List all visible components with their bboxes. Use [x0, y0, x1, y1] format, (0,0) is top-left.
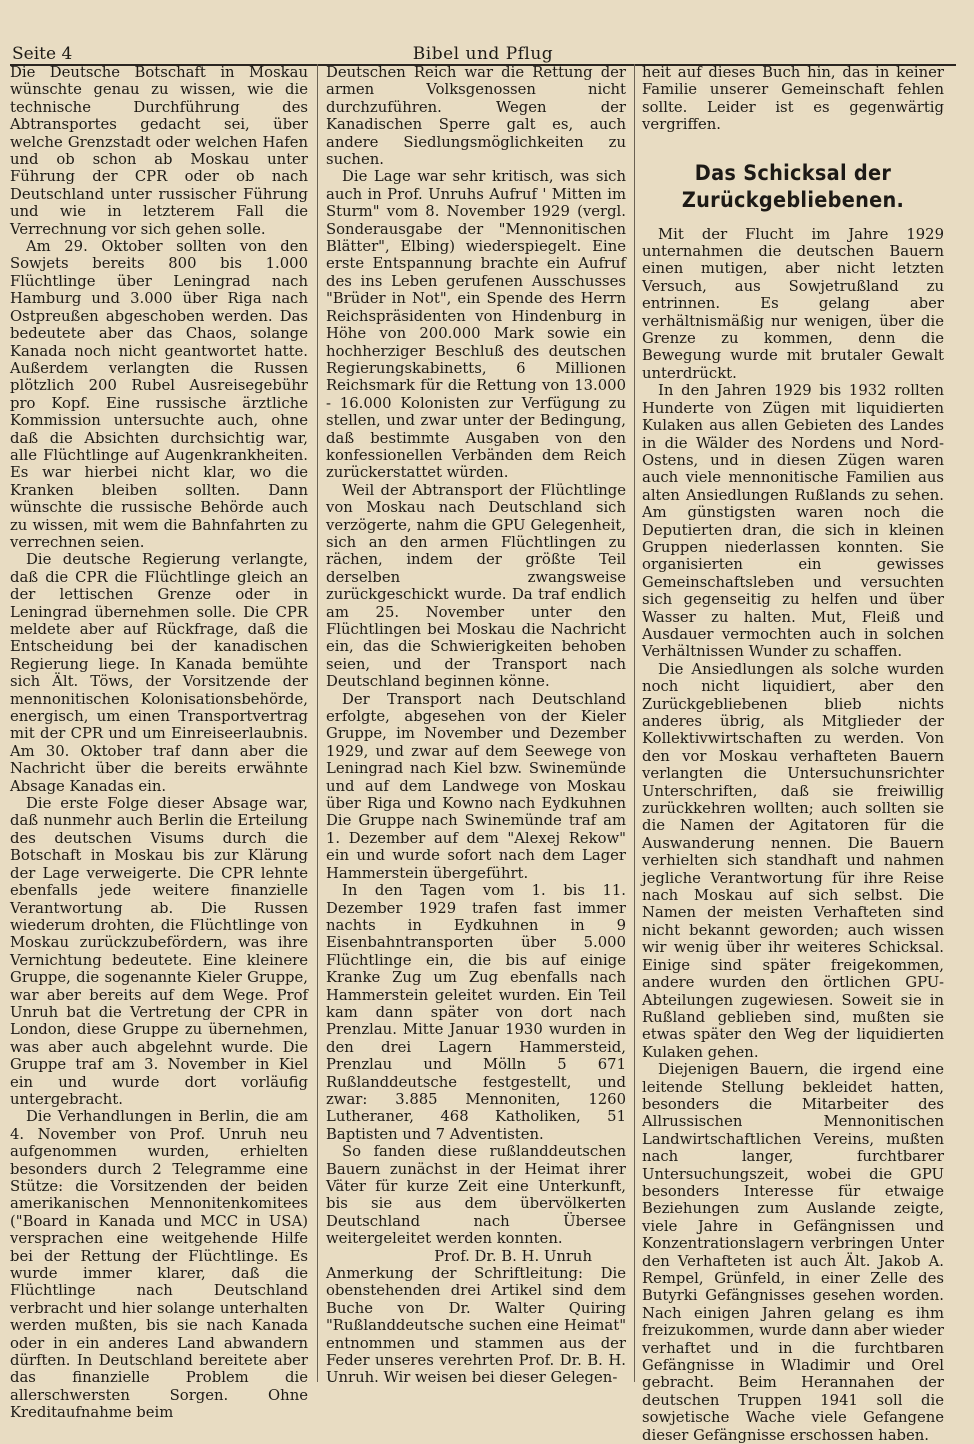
paragraph: Die Deutsche Botschaft in Moskau wünschte genau zu wissen, wie die technische Durchführung des Abtransportes gedacht sei, über welche Grenzstadt oder welchen Hafen und ob schon ab Moskau unter Führung der CPR oder ob nach Deutschland unter russischer Führung und wie in letzterem Fall die Verrechnung vor sich gehen solle. [10, 64, 308, 238]
paragraph: So fanden diese rußlanddeutschen Bauern zunächst in der Heimat ihrer Väter für kurze Zeit eine Unterkunft, bis sie aus dem übervölkerten Deutschland nach Übersee weitergeleitet werden konnten. [326, 1143, 626, 1248]
paragraph: Die deutsche Regierung verlangte, daß die CPR die Flüchtlinge gleich an der lettischen Grenze oder in Leningrad übernehmen solle. Die CPR meldete aber auf Rückfrage, daß die Entscheidung bei der kanadischen Regierung liege. In Kanada bemühte sich Ält. Töws, der Vorsitzende der mennonitischen Kolonisationsbehörde, energisch, um einen Transportvertrag mit der CPR und um Einreiseerlaubnis. Am 30. Oktober traf dann aber die Nachricht über die bereits erwähnte Absage Kanadas ein. [10, 551, 308, 795]
text-columns [10, 64, 956, 1444]
paragraph: Diejenigen Bauern, die irgend eine leitende Stellung bekleidet hatten, besonders die Mitarbeiter des Allrussischen Mennonitischen Landwirtschaftlichen Vereins, mußten nach langer, furchtbarer Untersuchungszeit, wobei die GPU besonders Interesse für etwaige Beziehungen zum Auslande zeigte, viele Jahre in Gefängnissen und Konzentrationslagern verbringen Unter den Verhafteten ist auch Ält. Jakob A. Rempel, Grünfeld, in einer Zelle des Butyrki Gefängnisses gesehen worden. Nach einigen Jahren gelang es ihm freizukommen, wurde dann aber wieder verhaftet und in die furchtbaren Gefängnisse in Wladimir und Orel gebracht. Beim Herannahen der deutschen Truppen 1941 soll die sowjetische Wache viele Gefangene dieser Gefängnisse erschossen haben. [642, 1061, 944, 1444]
paragraph: Deutschen Reich war die Rettung der armen Volksgenossen nicht durchzuführen. Wegen der Kanadischen Sperre galt es, auch andere Siedlungsmöglichkeiten zu suchen. [326, 64, 626, 169]
page-header [10, 42, 956, 66]
column-1 [10, 64, 308, 1422]
paragraph: Der Transport nach Deutschland erfolgte, abgesehen von der Kieler Gruppe, im November und Dezember 1929, und zwar auf dem Seewege von Leningrad nach Kiel bzw. Swinemünde und auf dem Landwege von Moskau über Riga und Kowno nach Eydkuhnen Die Gruppe nach Swinemünde traf am 1. Dezember auf dem "Alexej Rekow" ein und wurde sofort nach dem Lager Hammerstein übergeführt. [326, 690, 626, 882]
paragraph: Die Verhandlungen in Berlin, die am 4. November von Prof. Unruh neu aufgenommen wurden, erhielten besonders durch 2 Telegramme eine Stütze: die Vorsitzenden der beiden amerikanischen Mennonitenkomitees ("Board in Kanada und MCC in USA) versprachen eine weitgehende Hilfe bei der Rettung der Flüchtlinge. Es wurde immer klarer, daß die Flüchtlinge nach Deutschland verbracht und hier solange unterhalten werden mußten, bis sie nach Kanada oder in ein anderes Land abwandern dürften. In Deutschland bereitete aber das finanzielle Problem die allerschwersten Sorgen. Ohne Kreditaufnahme beim [10, 1108, 308, 1422]
paragraph: Die erste Folge dieser Absage war, daß nunmehr auch Berlin die Erteilung des deutschen Visums durch die Botschaft in Moskau bis zur Klärung der Lage verweigerte. Die CPR lehnte ebenfalls jede weitere finanzielle Verantwortung ab. Die Russen wiederum drohten, die Flüchtlinge von Moskau zurückzubefördern, was ihre Vernichtung bedeutete. Eine kleinere Gruppe, die sogenannte Kieler Gruppe, war aber bereits auf dem Wege. Prof Unruh bat die Vertretung der CPR in London, diese Gruppe zu übernehmen, was aber auch abgelehnt wurde. Die Gruppe traf am 3. November in Kiel ein und wurde dort vorläufig untergebracht. [10, 795, 308, 1108]
paragraph: Die Ansiedlungen als solche wurden noch nicht liquidiert, aber den Zurückgebliebenen blieb nichts anderes übrig, als Mitglieder der Kollektivwirtschaften zu werden. Von den vor Moskau verhafteten Bauern verlangten die Untersuchunsrichter Unterschriften, daß sie freiwillig zurückkehren wollten; auch sollten sie die Namen der Agitatoren für die Auswanderung nennen. Die Bauern verhielten sich standhaft und nahmen jegliche Verantwortung für ihre Reise nach Moskau auf sich selbst. Die Namen der meisten Verhafteten sind nicht bekannt geworden; auch wissen wir wenig über ihr weiteres Schicksal. Einige sind später freigekommen, andere wurden den örtlichen GPU-Abteilungen zugewiesen. Soweit sie in Rußland geblieben sind, mußten sie etwas später den Weg der liquidierten Kulaken gehen. [642, 660, 944, 1061]
paragraph: In den Tagen vom 1. bis 11. Dezember 1929 trafen fast immer nachts in Eydkuhnen in 9 Eisenbahntransporten über 5.000 Flüchtlinge ein, die bis auf einige Kranke Zug um Zug ebenfalls nach Hammerstein geleitet wurden. Ein Teil kam dann später von dort nach Prenzlau. Mitte Januar 1930 wurden in den drei Lagern Hammersteid, Prenzlau und Mölln 5 671 Rußlanddeutsche festgestellt, und zwar: 3.885 Mennoniten, 1260 Lutheraner, 468 Katholiken, 51 Baptisten und 7 Adventisten. [326, 882, 626, 1143]
editor-note-continued: heit auf dieses Buch hin, das in keiner Familie unserer Gemeinschaft fehlen sollte. Leider ist es gegenwärtig vergriffen. [642, 64, 944, 134]
page-number: Seite 4 [12, 44, 73, 64]
editor-note: Anmerkung der Schriftleitung: Die obenstehenden drei Artikel sind dem Buche von Dr. Walter Quiring "Rußlanddeutsche suchen eine Heimat" entnommen und stammen aus der Feder unseres verehrten Prof. Dr. B. H. Unruh. Wir weisen bei dieser Gelegen- [326, 1265, 626, 1387]
paragraph: Die Lage war sehr kritisch, was sich auch in Prof. Unruhs Aufruf ' Mitten im Sturm" vom 8. November 1929 (vergl. Sonderausgabe der "Mennonitischen Blätter", Elbing) wiederspiegelt. Eine erste Entspannung brachte ein Aufruf des ins Leben gerufenen Ausschusses "Brüder in Not", ein Spende des Herrn Reichspräsidenten von Hindenburg in Höhe von 200.000 Mark sowie ein hochherziger Beschluß des deutschen Regierungskabinetts, 6 Millionen Reichsmark für die Rettung von 13.000 - 16.000 Kolonisten zur Verfügung zu stellen, und zwar unter der Bedingung, daß bestimmte Ausgaben von den konfessionellen Verbänden dem Reich zurückerstattet würden. [326, 168, 626, 482]
author-signature: Prof. Dr. B. H. Unruh [434, 1247, 592, 1265]
column-2 [326, 64, 626, 1387]
column-divider [634, 64, 635, 1382]
running-title: Bibel und Pflug [412, 44, 554, 64]
paragraph: In den Jahren 1929 bis 1932 rollten Hunderte von Zügen mit liquidierten Kulaken aus allen Gebieten des Landes in die Wälder des Nordens und Nord-Ostens, und in diesen Zügen waren auch viele mennonitische Familien aus alten Ansiedlungen Rußlands zu sehen. Am günstigsten waren noch die Deputierten dran, die sich in kleinen Gruppen niederlassen konnten. Sie organisierten ein gewisses Gemeinschaftsleben und versuchten sich gegenseitig zu helfen und über Wasser zu halten. Mut, Fleiß und Ausdauer vermochten auch in solchen Verhältnissen Wunder zu schaffen. [642, 382, 944, 661]
paragraph: Am 29. Oktober sollten von den Sowjets bereits 800 bis 1.000 Flüchtlinge über Leningrad nach Hamburg und 3.000 über Riga nach Ostpreußen abgeschoben werden. Das bedeutete aber das Chaos, solange Kanada noch nicht geantwortet hatte. Außerdem verlangten die Russen plötzlich 200 Rubel Ausreisegebühr pro Kopf. Eine russische ärztliche Kommission untersuchte auch, ohne daß die Absichten durchsichtig war, alle Flüchtlinge auf Augenkrankheiten. Es war hierbei nicht klar, wo die Kranken bleiben sollten. Dann wünschte die russische Behörde auch zu wissen, mit wem die Bahnfahrten zu verrechnen seien. [10, 238, 308, 551]
column-divider [317, 64, 318, 1382]
column-3 [642, 64, 944, 1444]
paragraph: Mit der Flucht im Jahre 1929 unternahmen die deutschen Bauern einen mutigen, aber nicht letzten Versuch, aus Sowjetrußland zu entrinnen. Es gelang aber verhältnismäßig nur wenigen, über die Grenze zu kommen, denn die Bewegung wurde mit brutaler Gewalt unterdrückt. [642, 225, 944, 382]
article-title: Das Schicksal der Zurückgebliebenen. [681, 160, 905, 212]
paragraph: Weil der Abtransport der Flüchtlinge von Moskau nach Deutschland sich verzögerte, nahm die GPU Gelegenheit, sich an den armen Flüchtlingen zu rächen, indem der größte Teil derselben zwangsweise zurückgeschickt wurde. Da traf endlich am 25. November unter den Flüchtlingen bei Moskau die Nachricht ein, das die Schwierigkeiten behoben seien, und der Transport nach Deutschland beginnen könne. [326, 481, 626, 691]
